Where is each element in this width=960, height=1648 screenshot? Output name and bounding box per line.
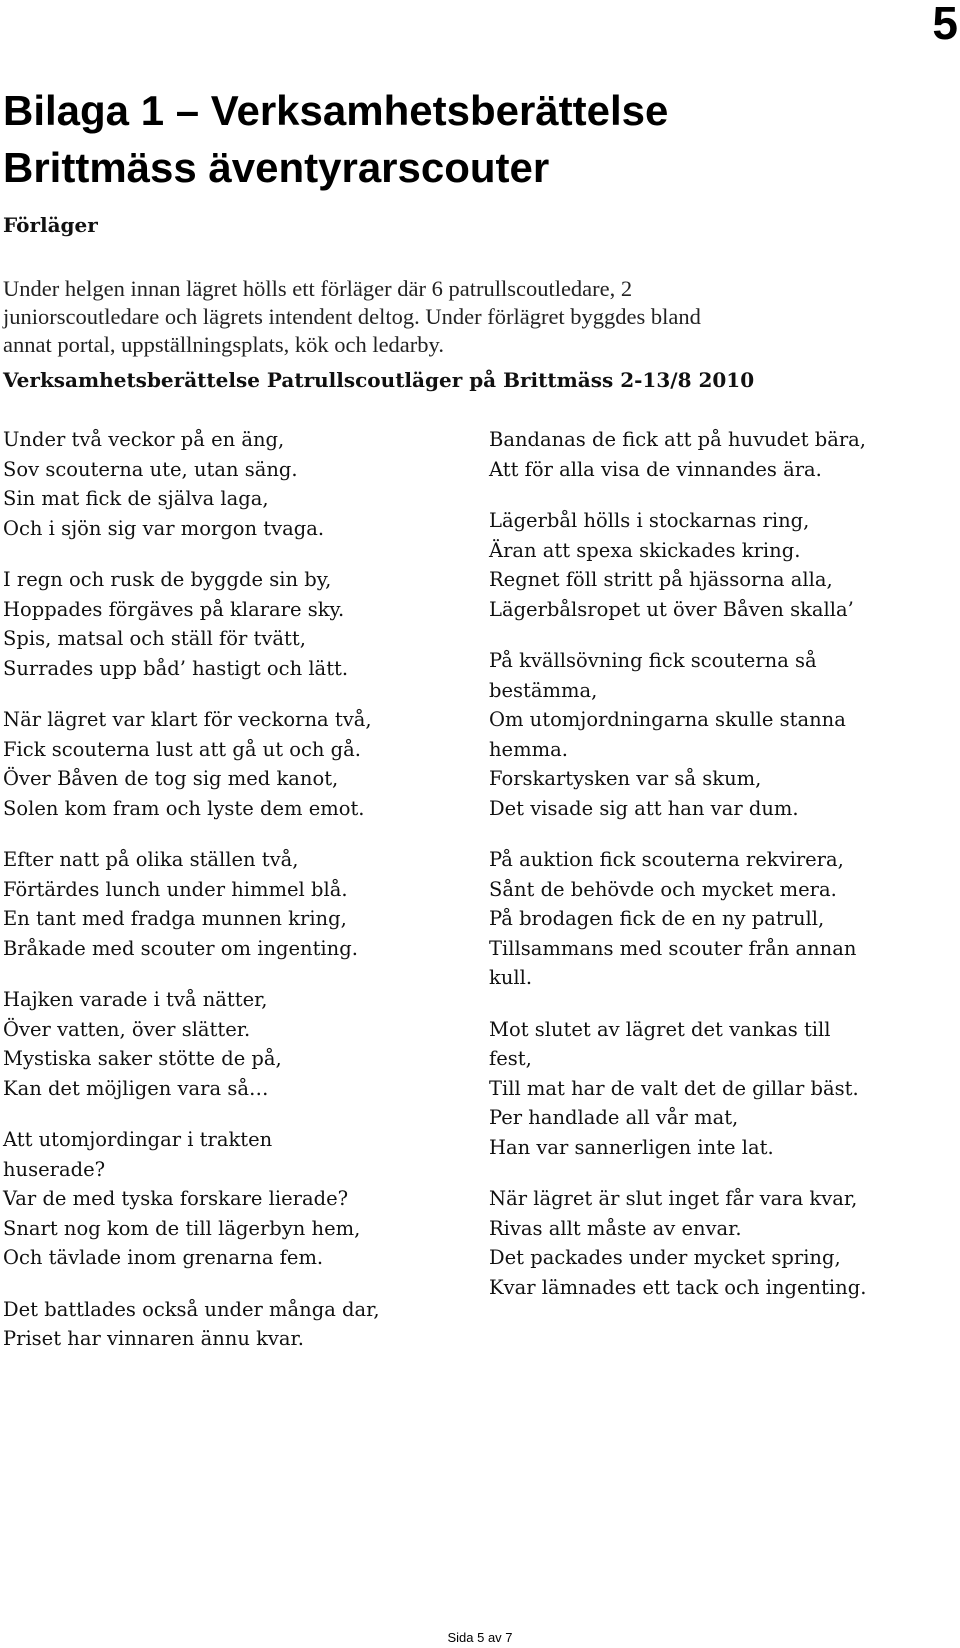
poem-line: Kan det möjligen vara så… — [3, 1076, 269, 1100]
poem-line: Bråkade med scouter om ingenting. — [3, 936, 358, 960]
title-line-2: Brittmäss äventyrarscouter — [3, 144, 550, 191]
poem-line: Han var sannerligen inte lat. — [489, 1135, 774, 1159]
poem-line: Över vatten, över slätter. — [3, 1017, 251, 1041]
poem-line: Sin mat fick de själva laga, — [3, 487, 269, 510]
poem-stanza — [489, 1184, 909, 1302]
poem-line: hemma. — [489, 737, 568, 761]
poem-line: Det visade sig att han var dum. — [489, 796, 799, 820]
poem-line: På auktion fick scouterna rekvirera, — [489, 848, 844, 871]
poem-line: Bandanas de fick att på huvudet bära, — [489, 428, 866, 451]
poem-line: När lägret är slut inget får vara kvar, — [489, 1187, 858, 1210]
poem-line: På brodagen fick de en ny patrull, — [489, 907, 825, 930]
poem-line: Priset har vinnaren ännu kvar. — [3, 1327, 304, 1350]
poem-line: Rivas allt måste av envar. — [489, 1216, 742, 1240]
poem-line: fest, — [489, 1047, 532, 1070]
poem-stanza — [3, 1125, 458, 1273]
poem-line: En tant med fradga munnen kring, — [3, 907, 347, 930]
poem-stanza — [3, 425, 458, 543]
paragraph-line: annat portal, uppställningsplats, kök och ledarby. — [3, 332, 444, 357]
poem-line: På kvällsövning fick scouterna så — [489, 649, 817, 672]
title-line-1: Bilaga 1 – Verksamhetsberättelse — [3, 87, 669, 134]
poem-line: Var de med tyska forskare lierade? — [3, 1187, 349, 1210]
poem-line: Att för alla visa de vinnandes ära. — [489, 457, 822, 481]
poem-line: Efter natt på olika ställen två, — [3, 848, 299, 871]
forlager-heading: Förläger — [3, 213, 98, 237]
forlager-paragraph — [3, 275, 883, 359]
poem-line: Lägerbål hölls i stockarnas ring, — [489, 509, 810, 532]
poem-line: Det packades under mycket spring, — [489, 1246, 841, 1269]
poem-heading: Verksamhetsberättelse Patrullscoutläger på Brittmäss 2-13/8 2010 — [3, 368, 755, 392]
poem-line: När lägret var klart för veckorna två, — [3, 708, 372, 731]
poem-line: Över Båven de tog sig med kanot, — [3, 767, 339, 790]
poem-line: Fick scouterna lust att gå ut och gå. — [3, 737, 361, 761]
poem-line: Forskartysken var så skum, — [489, 767, 762, 790]
poem-stanza — [489, 845, 909, 993]
poem-line: I regn och rusk de byggde sin by, — [3, 568, 332, 591]
poem-line: Under två veckor på en äng, — [3, 428, 285, 451]
poem-line: Hajken varade i två nätter, — [3, 988, 268, 1011]
poem-line: Mot slutet av lägret det vankas till — [489, 1017, 831, 1041]
poem-stanza — [489, 506, 909, 624]
poem-right-column — [489, 425, 909, 1324]
poem-line: Regnet föll stritt på hjässorna alla, — [489, 568, 833, 591]
poem-line: Lägerbålsropet ut över Båven skalla’ — [489, 597, 854, 621]
poem-line: Förtärdes lunch under himmel blå. — [3, 877, 348, 901]
poem-line: Snart nog kom de till lägerbyn hem, — [3, 1216, 361, 1240]
poem-line: kull. — [489, 966, 533, 989]
poem-line: bestämma, — [489, 678, 598, 702]
page-number: 5 — [932, 0, 958, 49]
paragraph-line: Under helgen innan lägret hölls ett förläger där 6 patrullscoutledare, 2 — [3, 276, 633, 301]
paragraph-line: juniorscoutledare och lägrets intendent deltog. Under förlägret byggdes bland — [3, 304, 701, 329]
poem-line: Om utomjordningarna skulle stanna — [489, 708, 846, 731]
poem-stanza — [3, 985, 458, 1103]
poem-line: Det battlades också under många dar, — [3, 1297, 380, 1321]
poem-line: Solen kom fram och lyste dem emot. — [3, 796, 365, 820]
poem-line: Hoppades förgäves på klarare sky. — [3, 597, 345, 621]
poem-line: Och i sjön sig var morgon tvaga. — [3, 516, 325, 540]
poem-line: Kvar lämnades ett tack och ingenting. — [489, 1275, 867, 1299]
poem-stanza — [3, 705, 458, 823]
poem-line: Äran att spexa skickades kring. — [489, 538, 801, 562]
page-footer: Sida 5 av 7 — [447, 1630, 513, 1645]
poem-line: Tillsammans med scouter från annan — [489, 936, 857, 960]
poem-line: huserade? — [3, 1157, 106, 1181]
poem-left-column — [3, 425, 458, 1376]
poem-stanza — [489, 1015, 909, 1163]
poem-line: Och tävlade inom grenarna fem. — [3, 1246, 324, 1269]
poem-stanza — [489, 425, 909, 484]
poem-stanza — [3, 565, 458, 683]
poem-line: Per handlade all vår mat, — [489, 1106, 739, 1129]
poem-line: Spis, matsal och ställ för tvätt, — [3, 627, 306, 650]
poem-line: Sånt de behövde och mycket mera. — [489, 877, 837, 901]
page-title — [3, 82, 933, 196]
poem-line: Mystiska saker stötte de på, — [3, 1047, 282, 1070]
poem-line: Till mat har de valt det de gillar bäst. — [489, 1076, 859, 1100]
poem-stanza — [489, 646, 909, 823]
poem-line: Surrades upp båd’ hastigt och lätt. — [3, 656, 349, 680]
poem-stanza — [3, 845, 458, 963]
poem-stanza — [3, 1295, 458, 1354]
poem-line: Att utomjordingar i trakten — [3, 1128, 273, 1151]
poem-line: Sov scouterna ute, utan säng. — [3, 457, 298, 481]
